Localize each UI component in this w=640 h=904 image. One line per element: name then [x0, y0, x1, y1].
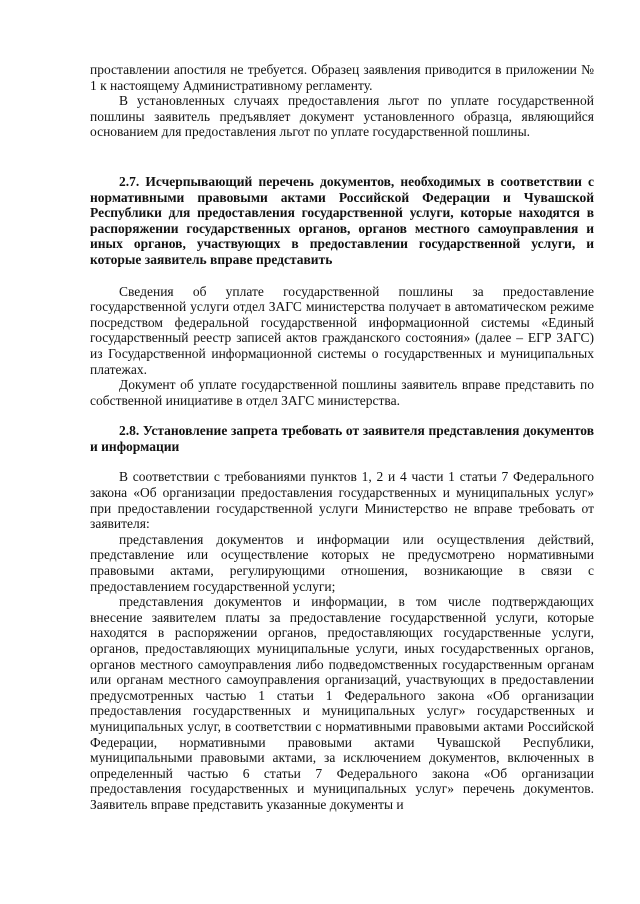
paragraph-benefits: В установленных случаях предоставления льгот по уплате государственной пошлины заявитель предъявляет документ установленного образца, являющийся основанием для предоставления льгот по уплате государственной пошлины. [90, 93, 594, 140]
paragraph-item-1: представления документов и информации или осуществления действий, представление или осуществление которых не предусмотрено нормативными правовыми актами, регулирующими отношения, возникающие в связи с предоставлением государственной услуги; [90, 531, 594, 594]
spacer [90, 268, 594, 284]
paragraph-item-2: представления документов и информации, в том числе подтверждающих внесение заявителем платы за предоставление государственной услуги, которые находятся в распоряжении органов, предоставляющих государственные услуги, органов, предоставляющих муниципальные услуги, иных государственных органов, органов местного самоуправления либо подведомственных государственным органам или органам местного самоуправления организаций, участвующих в предоставлении предусмотренных частью 1 статьи 1 Федерального закона «Об организации предоставления государственных и муниципальных услуг» государственных и муниципальных услуг, в соответствии с нормативными правовыми актами Российской Федерации, нормативными правовыми актами Чувашской Республики, муниципальными правовыми актами, за исключением документов, включенных в определенный частью 6 статьи 7 Федерального закона «Об организации предоставления государственных и муниципальных услуг» перечень документов. Заявитель вправе представить указанные документы и [90, 594, 594, 812]
paragraph-fee-info: Сведения об уплате государственной пошлины за предоставление государственной услуги отдел ЗАГС министерства получает в автоматическом режиме посредством федеральной государственной информационной системы «Единый государственный реестр записей актов гражданского состояния» (далее – ЕГР ЗАГС) из Государственной информационной системы о государственных и муниципальных платежах. [90, 283, 594, 377]
spacer [90, 408, 594, 423]
spacer [90, 140, 594, 174]
section-heading-2-8: 2.8. Установление запрета требовать от заявителя представления документов и информации [90, 423, 594, 454]
paragraph-intro: проставлении апостиля не требуется. Образец заявления приводится в приложении № 1 к настоящему Административному регламенту. [90, 62, 594, 93]
paragraph-law-requirements: В соответствии с требованиями пунктов 1, 2 и 4 части 1 статьи 7 Федерального закона «Об организации предоставления государственных и муниципальных услуг» при предоставлении государственной услуги Министерство не вправе требовать от заявителя: [90, 469, 594, 532]
paragraph-fee-document: Документ об уплате государственной пошлины заявитель вправе представить по собственной инициативе в отдел ЗАГС министерства. [90, 377, 594, 408]
spacer [90, 454, 594, 469]
section-heading-2-7: 2.7. Исчерпывающий перечень документов, необходимых в соответствии с нормативными правовыми актами Российской Федерации и Чувашской Республики для предоставления государственной услуги, которые находятся в распоряжении государственных органов, органов местного самоуправления и иных органов, участвующих в предоставлении государственной услуги, и которые заявитель вправе представить [90, 173, 594, 267]
document-page [90, 62, 594, 813]
